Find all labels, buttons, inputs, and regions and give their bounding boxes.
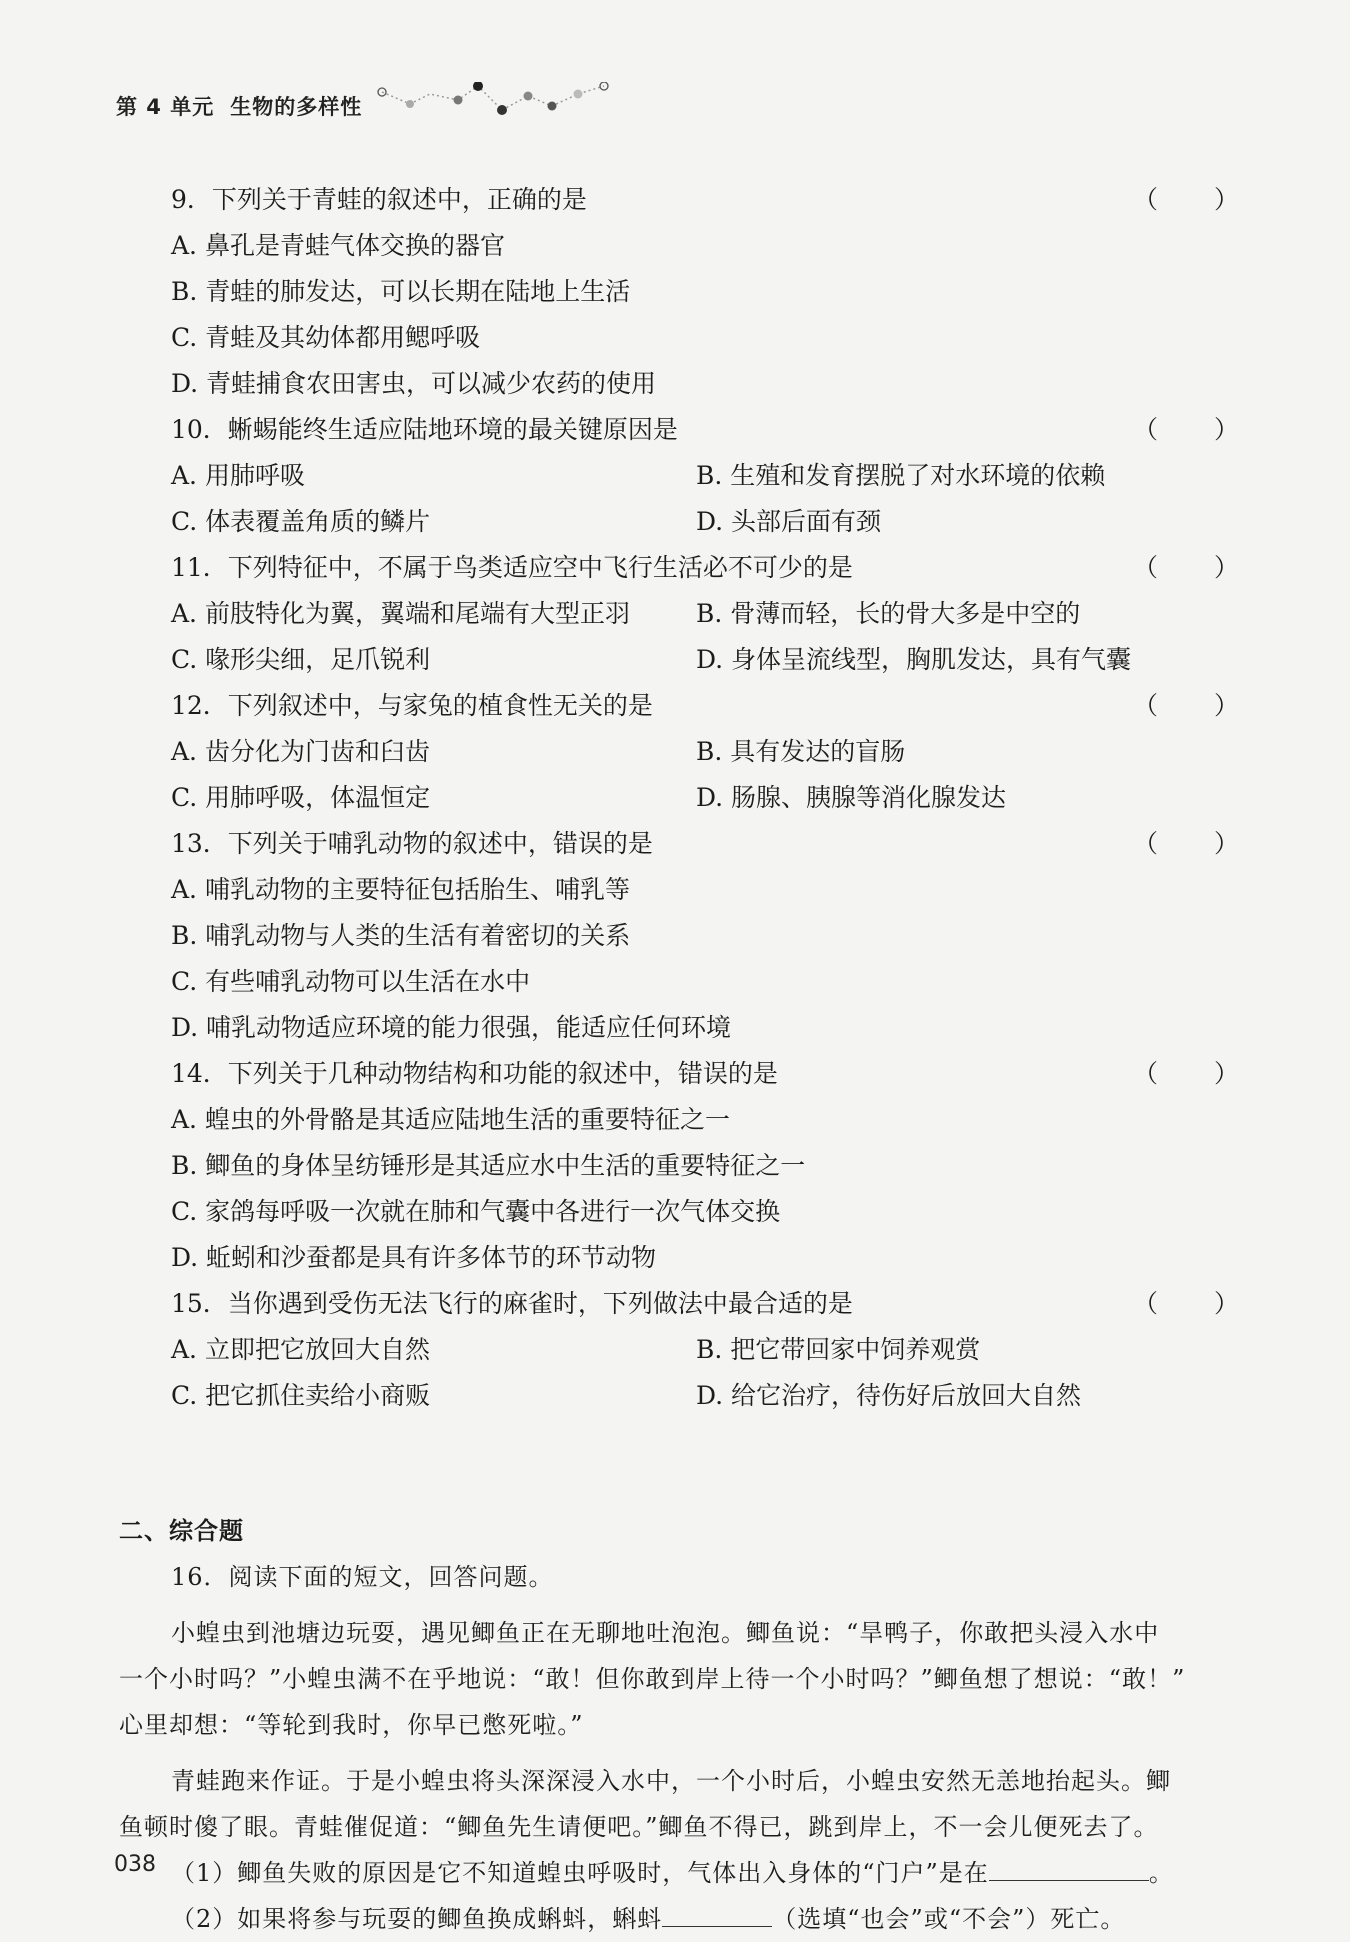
option-b: B. 哺乳动物与人类的生活有着密切的关系	[171, 921, 631, 950]
option-row	[171, 1189, 1241, 1235]
sub-question-2	[119, 1896, 1241, 1942]
option-c: C. 喙形尖细，足爪锐利	[171, 645, 431, 674]
sub-question-1	[119, 1850, 1241, 1896]
option-a: A. 用肺呼吸	[171, 461, 305, 490]
question-text: 11．下列特征中，不属于鸟类适应空中飞行生活必不可少的是	[171, 553, 853, 582]
option-row	[171, 499, 1241, 545]
answer-bracket[interactable]: （ ）	[1132, 691, 1241, 720]
question-text: 12．下列叙述中，与家兔的植食性无关的是	[171, 691, 653, 720]
option-c: C. 青蛙及其幼体都用鳃呼吸	[171, 323, 481, 352]
passage-line: 小蝗虫到池塘边玩耍，遇见鲫鱼正在无聊地吐泡泡。鲫鱼说：“旱鸭子，你敢把头浸入水中	[171, 1619, 1160, 1647]
question-stem	[171, 1281, 1241, 1327]
option-b: B. 具有发达的盲肠	[696, 737, 906, 766]
unit-label: 第 4 单元	[116, 95, 215, 119]
question-text: 15．当你遇到受伤无法飞行的麻雀时，下列做法中最合适的是	[171, 1289, 853, 1318]
option-row	[171, 913, 1241, 959]
question-text: 13．下列关于哺乳动物的叙述中，错误的是	[171, 829, 653, 858]
question-text: 10．蜥蜴能终生适应陆地环境的最关键原因是	[171, 415, 678, 444]
passage-line: 一个小时吗？”小蝗虫满不在乎地说：“敢！但你敢到岸上待一个小时吗？”鲫鱼想了想说：“敢！”	[119, 1665, 1186, 1693]
option-row	[171, 1005, 1241, 1051]
option-a: A. 前肢特化为翼，翼端和尾端有大型正羽	[171, 599, 630, 628]
option-a: A. 蝗虫的外骨骼是其适应陆地生活的重要特征之一	[171, 1105, 730, 1134]
option-d: D. 头部后面有颈	[696, 507, 882, 536]
question-stem	[171, 1051, 1241, 1097]
option-c: C. 体表覆盖角质的鳞片	[171, 507, 431, 536]
sub-question-2-text: （2）如果将参与玩耍的鲫鱼换成蝌蚪，蝌蚪	[171, 1905, 663, 1933]
question-stem	[171, 177, 1241, 223]
page-header	[116, 90, 624, 122]
answer-blank-2[interactable]	[662, 1896, 772, 1927]
answer-bracket[interactable]: （ ）	[1132, 185, 1241, 214]
option-row	[171, 453, 1241, 499]
option-b: B. 鲫鱼的身体呈纺锤形是其适应水中生活的重要特征之一	[171, 1151, 806, 1180]
passage-line: 鱼顿时傻了眼。青蛙催促道：“鲫鱼先生请便吧。”鲫鱼不得已，跳到岸上，不一会儿便死去了。	[119, 1813, 1159, 1841]
option-c: C. 家鸽每呼吸一次就在肺和气囊中各进行一次气体交换	[171, 1197, 781, 1226]
option-d: D. 青蛙捕食农田害虫，可以减少农药的使用	[171, 369, 657, 398]
answer-bracket[interactable]: （ ）	[1132, 415, 1241, 444]
sub-question-1-text: （1）鲫鱼失败的原因是它不知道蝗虫呼吸时，气体出入身体的“门户”是在	[171, 1859, 989, 1887]
answer-bracket[interactable]: （ ）	[1132, 553, 1241, 582]
option-row	[171, 637, 1241, 683]
option-row	[171, 867, 1241, 913]
answer-blank-1[interactable]	[989, 1850, 1149, 1881]
option-row	[171, 1327, 1241, 1373]
option-b: B. 青蛙的肺发达，可以长期在陆地上生活	[171, 277, 631, 306]
option-row	[171, 1097, 1241, 1143]
option-a: A. 立即把它放回大自然	[171, 1335, 430, 1364]
option-d: D. 给它治疗，待伤好后放回大自然	[696, 1381, 1082, 1410]
answer-bracket[interactable]: （ ）	[1132, 1059, 1241, 1088]
sub-question-2-end: （选填“也会”或“不会”）死亡。	[772, 1905, 1126, 1933]
option-row	[171, 729, 1241, 775]
question-stem	[171, 821, 1241, 867]
option-d: D. 哺乳动物适应环境的能力很强，能适应任何环境	[171, 1013, 732, 1042]
option-d: D. 肠腺、胰腺等消化腺发达	[696, 783, 1007, 812]
page-number: 038	[114, 1852, 156, 1877]
section-title: 二、综合题	[119, 1517, 244, 1545]
question-text: 14．下列关于几种动物结构和功能的叙述中，错误的是	[171, 1059, 778, 1088]
dot-chain-ornament	[374, 82, 624, 122]
option-row	[171, 1235, 1241, 1281]
option-c: C. 有些哺乳动物可以生活在水中	[171, 967, 531, 996]
option-row	[171, 1143, 1241, 1189]
option-d: D. 身体呈流线型，胸肌发达，具有气囊	[696, 645, 1132, 674]
question-stem	[171, 407, 1241, 453]
passage-line: 心里却想：“等轮到我时，你早已憋死啦。”	[119, 1711, 584, 1739]
option-a: A. 鼻孔是青蛙气体交换的器官	[171, 231, 505, 260]
option-a: A. 齿分化为门齿和臼齿	[171, 737, 430, 766]
option-row	[171, 591, 1241, 637]
option-c: C. 用肺呼吸，体温恒定	[171, 783, 431, 812]
option-row	[171, 1373, 1241, 1419]
question-16-stem: 16．阅读下面的短文，回答问题。	[171, 1563, 554, 1591]
option-a: A. 哺乳动物的主要特征包括胎生、哺乳等	[171, 875, 630, 904]
option-b: B. 把它带回家中饲养观赏	[696, 1335, 981, 1364]
option-c: C. 把它抓住卖给小商贩	[171, 1381, 431, 1410]
option-b: B. 骨薄而轻，长的骨大多是中空的	[696, 599, 1081, 628]
answer-bracket[interactable]: （ ）	[1132, 1289, 1241, 1318]
comprehensive-section	[119, 1508, 1241, 1942]
option-b: B. 生殖和发育摆脱了对水环境的依赖	[696, 461, 1106, 490]
passage-line: 青蛙跑来作证。于是小蝗虫将头深深浸入水中，一个小时后，小蝗虫安然无恙地抬起头。鲫	[171, 1767, 1171, 1795]
answer-bracket[interactable]: （ ）	[1132, 829, 1241, 858]
unit-topic: 生物的多样性	[230, 95, 363, 119]
question-stem	[171, 545, 1241, 591]
question-text: 9．下列关于青蛙的叙述中，正确的是	[171, 185, 587, 214]
option-d: D. 蚯蚓和沙蚕都是具有许多体节的环节动物	[171, 1243, 657, 1272]
option-row	[171, 223, 1241, 269]
option-row	[171, 959, 1241, 1005]
sub-question-1-end: 。	[1148, 1859, 1174, 1887]
multiple-choice-section	[171, 177, 1241, 1419]
option-row	[171, 775, 1241, 821]
option-row	[171, 361, 1241, 407]
question-stem	[171, 683, 1241, 729]
option-row	[171, 315, 1241, 361]
option-row	[171, 269, 1241, 315]
